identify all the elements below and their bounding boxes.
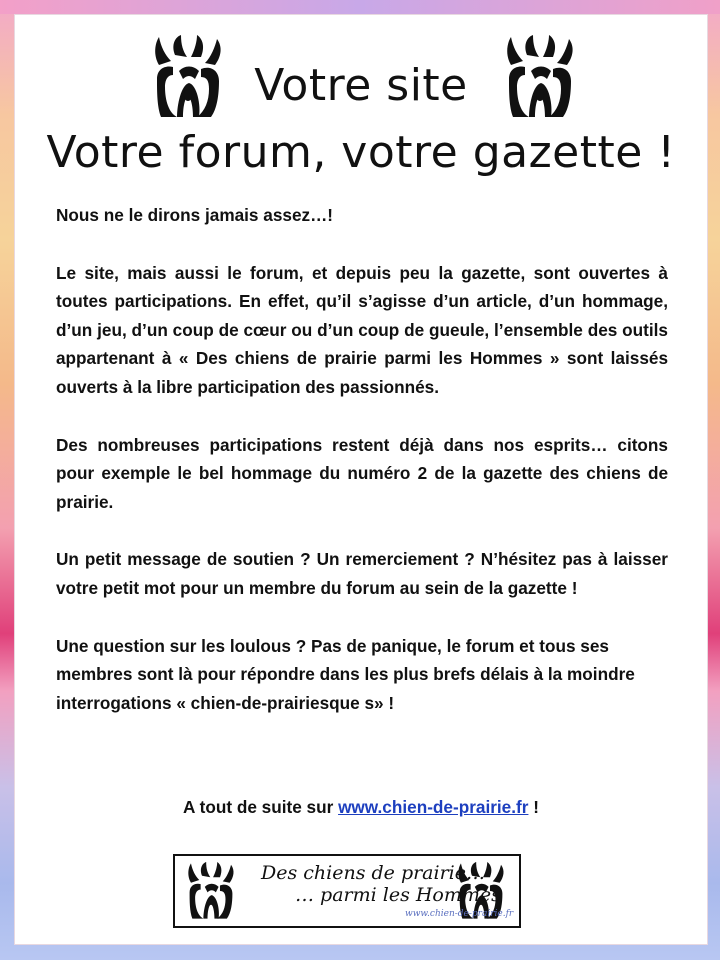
body-text [56,201,668,746]
poster-page [14,14,708,945]
title-line-1: Votre site [254,60,468,111]
header [15,15,707,195]
logo-line-1: Des chiens de prairie… [261,862,485,884]
logo-banner [173,854,521,928]
cta-suffix: ! [528,797,539,817]
paw-print-icon [185,862,237,920]
paragraph: Des nombreuses participations restent déjà dans nos esprits… citons pour exemple le bel hommage du numéro 2 de la gazette des chiens de prairie. [56,434,668,512]
paragraph: Un petit message de soutien ? Un remerciement ? N’hésitez pas à laisser votre petit mot pour un membre du forum au sein de la gazette ! [56,549,668,598]
call-to-action [15,797,707,818]
paragraph: Nous ne le dirons jamais assez…! [56,205,334,225]
paragraph: Une question sur les loulous ? Pas de panique, le forum et tous ses membres sont là pour répondre dans les plus brefs délais à la moindre interrogations « chien-de-prairiesque s» ! [56,635,635,713]
cta-prefix: A tout de suite sur [183,797,339,817]
title-line-2: Votre forum, votre gazette ! [46,127,676,178]
website-link[interactable]: www.chien-de-prairie.fr [338,797,529,817]
logo-url: www.chien-de-prairie.fr [405,909,514,919]
logo-line-2: … parmi les Hommes [295,884,501,906]
paragraph: Le site, mais aussi le forum, et depuis peu la gazette, sont ouvertes à toutes participations. En effet, qu’il s’agisse d’un article, d’un hommage, d’un jeu, d’un coup de cœur ou d’un coup de gueule, l’ensemble des outils appartenant à « Des chiens de prairie parmi les Hommes » sont laissés ouverts à la libre participation des passionnés. [56,262,668,397]
